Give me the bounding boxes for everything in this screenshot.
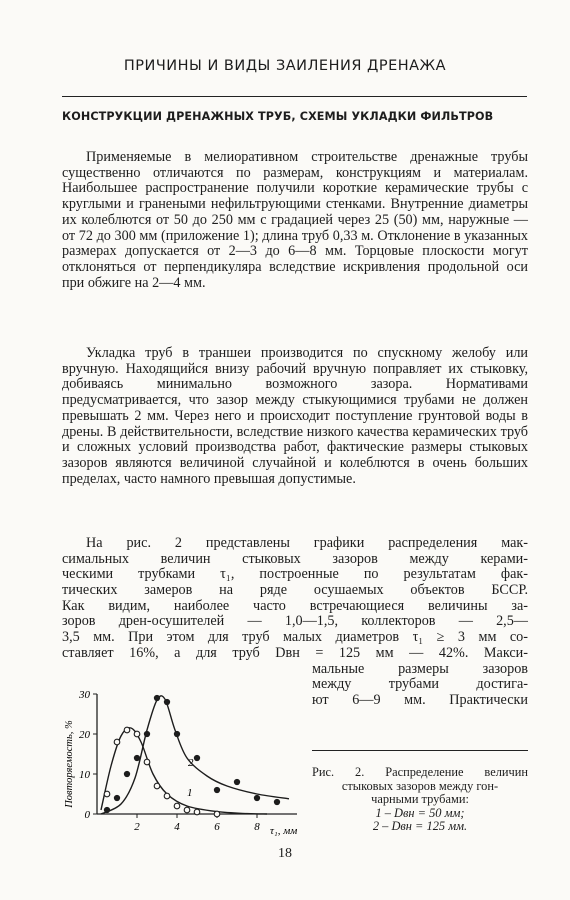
x-tick-label: 4 [174,821,180,833]
data-point-series-1 [154,783,160,789]
data-point-series-1 [184,807,190,813]
paragraph-3-side-line: мальные размеры зазоров [312,660,528,677]
paragraph-3-line: 3,5 мм. При этом для труб малых диаметров τ₁ ≥ 3 мм со- [62,629,528,646]
data-point-series-2 [154,695,159,700]
y-axis-label: Повторяемость, % [64,720,75,808]
data-point-series-2 [254,795,259,800]
figure-caption [312,766,528,834]
data-point-series-1 [194,809,200,815]
page-number: 18 [278,846,292,861]
paragraph-1: Применяемые в мелиоративном строительстве дренажные трубы существенно отличаются по размерам, конструкциям и материалам. Наибольшее распространение получили короткие керамические трубы с круглыми и гранеными нефильтрующими стенками. Внутренние диаметры их колеблются от 50 до 250 мм с градацией через 25 (50) мм, наружные — от 72 до 300 мм (приложение 1); длина труб 0,33 м. Отклонение в указанных размерах допускается от 2—3 до 6—8 мм. Торцовые плоскости могут отклоняться от перпендикуляра вследствие искривления продольной оси при обжиге на 2—4 мм. [62,149,528,291]
data-point-series-1 [164,793,170,799]
caption-line: чарными трубами: [371,792,469,807]
y-tick-label: 0 [84,809,90,821]
data-point-series-2 [234,779,239,784]
data-point-series-2 [144,731,149,736]
caption-line: 2 – Dвн = 125 мм. [372,819,468,834]
data-point-series-2 [124,771,129,776]
x-tick-label: 8 [254,821,260,833]
x-tick-label: 6 [214,821,220,833]
data-point-series-1 [114,739,120,745]
data-point-series-2 [164,699,169,704]
paragraph-3-line: зоров дрен-осушителей — 1,0—1,5, коллекторов — 2,5— [62,613,528,630]
header-rule [62,96,527,97]
y-tick-label: 10 [79,769,90,781]
curve-label-1: 1 [187,787,193,799]
paragraph-3-line: ческими трубками τ₁, построенные по результатам фак- [62,566,528,583]
data-point-series-2 [134,755,139,760]
series-line-1 [101,728,267,814]
paragraph-3 [62,536,528,662]
chapter-title: ПРИЧИНЫ И ВИДЫ ЗАИЛЕНИЯ ДРЕНАЖА [123,58,447,74]
data-point-series-2 [274,799,279,804]
data-point-series-2 [194,755,199,760]
data-point-series-1 [214,811,220,817]
curve-label-2: 2 [188,757,194,769]
x-tick-label: 2 [134,821,140,833]
paragraph-3-side-line: между трубами достига- [312,676,528,693]
data-point-series-1 [174,803,180,809]
distribution-chart [60,686,300,846]
paragraph-3-line: На рис. 2 представлены графики распределения мак- [86,535,528,551]
y-tick-label: 30 [79,689,90,701]
caption-line: Рис. 2. Распределение величин [312,765,528,779]
data-point-series-1 [104,791,110,797]
series-line-2 [101,696,289,814]
data-point-series-2 [174,731,179,736]
data-point-series-2 [114,795,119,800]
caption-line: 1 – Dвн = 50 мм; [375,805,465,820]
paragraph-3-side-line: ют 6—9 мм. Практически [312,691,528,708]
data-point-series-2 [214,787,219,792]
paragraph-3-line: тических замеров на ряде осушаемых объектов БССР. [62,582,528,599]
paragraph-3-line: симальных величин стыковых зазоров между керами- [62,550,528,567]
paragraph-3-side-text [312,662,528,709]
caption-line: стыковых зазоров между гон- [341,778,499,793]
data-point-series-1 [144,759,150,765]
data-point-series-1 [124,727,130,733]
data-point-series-2 [104,807,109,812]
paragraph-3-line: Как видим, наиболее часто встречающиеся величины за- [62,597,528,614]
paragraph-2: Укладка труб в траншеи производится по спускному желобу или вручную. Находящийся внизу рабочий вручную поправляет их стыковку, добиваясь минимально возможного зазора. Нормативами предусматривается, что зазор между стыкующимися трубами не должен превышать 2 мм. Через него и происходит поступление грунтовой воды в дрены. В действительности, вследствие низкого качества керамических труб и сложных условий производства работ, фактические размеры стыковых зазоров являются величиной случайной и колеблются в очень больших пределах, часто намного превышая допустимые. [62,345,528,487]
paragraph-3-line: ставляет 16%, а для труб Dвн = 125 мм — 42%. Макси- [62,644,528,661]
section-title: КОНСТРУКЦИИ ДРЕНАЖНЫХ ТРУБ, СХЕМЫ УКЛАДКИ ФИЛЬТРОВ [62,110,494,123]
y-tick-label: 20 [79,729,90,741]
caption-rule [312,750,528,751]
data-point-series-1 [134,731,140,737]
x-axis-label: τ₁, мм [270,825,298,837]
